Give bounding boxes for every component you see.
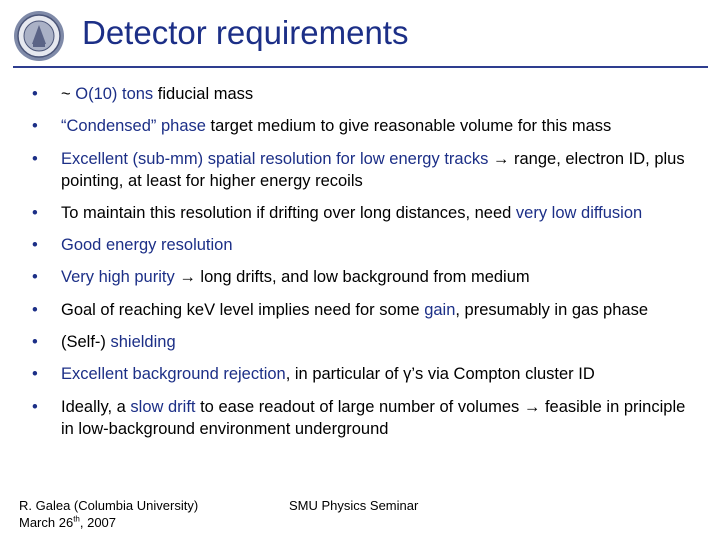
highlighted-text: gain: [424, 300, 456, 319]
bullet-text: → long drifts, and low background from medium: [174, 268, 530, 287]
bullet-marker: •: [32, 268, 38, 287]
bullet-marker: •: [32, 117, 38, 136]
bullet-item: [32, 331, 692, 353]
bullet-text: fiducial mass: [153, 85, 254, 103]
bullet-marker: •: [32, 236, 38, 255]
bullet-text: , presumably in gas phase: [455, 300, 649, 319]
bullet-marker: •: [32, 149, 38, 168]
footer-author-date: [19, 497, 198, 531]
bullet-item: [32, 83, 692, 105]
bullet-item: [32, 148, 692, 192]
bullet-text: → range, electron ID, plus pointing, at least for higher energy recoils: [61, 149, 685, 190]
university-seal-logo: [13, 10, 65, 62]
bullet-item: [32, 363, 692, 385]
bullet-marker: •: [32, 365, 38, 384]
footer-author: R. Galea (Columbia University): [19, 498, 199, 513]
bullet-text: ~: [61, 85, 76, 103]
bullet-marker: •: [32, 85, 38, 103]
bullet-item: [32, 202, 692, 224]
bullet-text: to ease readout of large number of volumes → feasible in principle in low-background environment underground: [61, 397, 686, 438]
footer-date: March 26th, 2007: [19, 514, 117, 530]
highlighted-text: Good energy resolution: [61, 236, 233, 255]
bullet-marker: •: [32, 203, 38, 222]
highlighted-text: shielding: [110, 333, 176, 352]
bullet-text: Goal of reaching keV level implies need for some: [61, 300, 425, 319]
bullet-marker: •: [32, 333, 38, 352]
bullet-item: [32, 299, 692, 321]
highlighted-text: “Condensed” phase: [61, 117, 206, 136]
highlighted-text: Excellent (sub-mm) spatial resolution for low energy tracks: [61, 149, 489, 168]
bullet-item: [32, 266, 692, 288]
highlighted-text: very low diffusion: [515, 203, 643, 222]
bullet-marker: •: [32, 300, 38, 319]
bullet-list: [32, 83, 692, 450]
bullet-text: , in particular of γ’s via Compton cluster ID: [285, 365, 595, 384]
footer-event: SMU Physics Seminar: [289, 498, 419, 513]
bullet-text: (Self-): [61, 333, 111, 352]
bullet-item: [32, 234, 692, 256]
bullet-text: Ideally, a: [61, 397, 131, 416]
title-divider: [13, 66, 708, 68]
bullet-marker: •: [32, 397, 38, 416]
highlighted-text: Excellent background rejection: [61, 365, 286, 384]
highlighted-text: slow drift: [130, 397, 196, 416]
bullet-text: To maintain this resolution if drifting over long distances, need: [61, 203, 516, 222]
bullet-item: [32, 115, 692, 137]
slide-title: Detector requirements: [82, 14, 409, 51]
highlighted-text: O(10) tons: [75, 85, 154, 103]
bullet-item: [32, 396, 692, 440]
highlighted-text: Very high purity: [61, 268, 175, 287]
bullet-text: target medium to give reasonable volume for this mass: [205, 117, 612, 136]
